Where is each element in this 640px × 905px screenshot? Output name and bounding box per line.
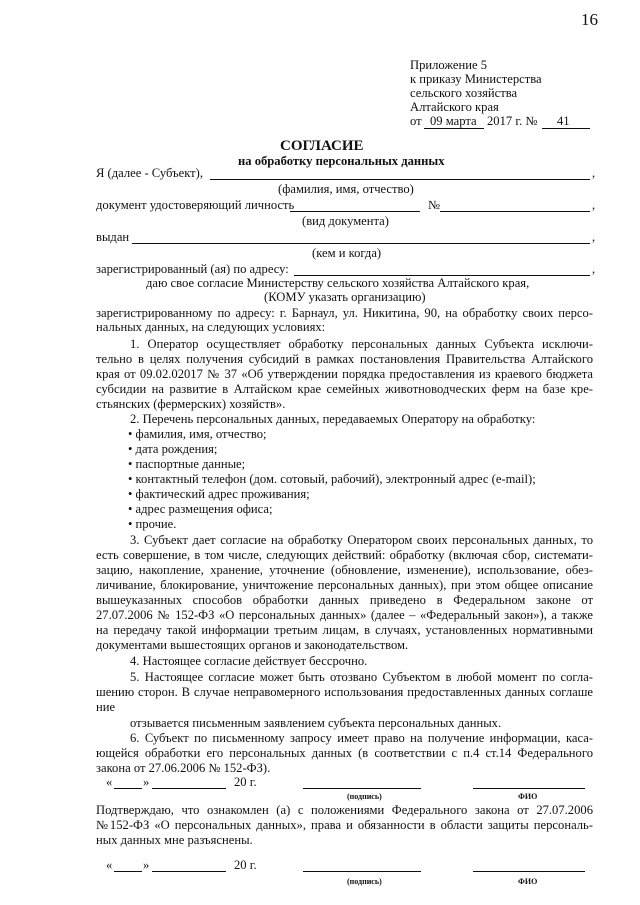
p3-line5: вышеуказанных способов обработки данных приведено в Федеральном законе от xyxy=(96,593,593,607)
appendix-date-line xyxy=(424,128,484,129)
confirm-line1: Подтверждаю, что ознакомлен (а) с положениями Федерального закона от 27.07.2006 xyxy=(96,803,593,817)
p3-line3: зацию, накопление, хранение, уточнение (обновление, изменение), использование, обез- xyxy=(96,563,593,577)
page-number: 16 xyxy=(581,10,598,29)
day-input-line[interactable] xyxy=(114,871,142,872)
appendix-line1: Приложение 5 xyxy=(410,58,488,72)
p5-line3: ние xyxy=(96,700,116,714)
list-item: • паспортные данные; xyxy=(128,457,246,471)
p1-line2: тельно в целях получения субсидий в рамках постановления Правительства Алтайского xyxy=(96,352,593,366)
comma: , xyxy=(592,262,596,276)
p1-line5: стьянских (фермерских) хозяйств». xyxy=(96,397,286,411)
list-item: • фактический адрес проживания; xyxy=(128,487,310,501)
p3-line6: 27.07.2006 № 152-ФЗ «О персональных данных» (далее – «Федеральный закон»), а также xyxy=(96,608,593,622)
year-label: 20 г. xyxy=(234,858,257,872)
doc-no-label: № xyxy=(428,198,441,212)
p4: 4. Настоящее согласие действует бессрочно. xyxy=(130,654,368,668)
doc-label: документ удостоверяющий личность xyxy=(96,198,295,212)
appendix-line3: сельского хозяйства xyxy=(410,86,518,100)
confirm-line2: №152-ФЗ «О персональных данных», права и обязанности в области защиты персональ- xyxy=(96,818,593,832)
quote-close: » xyxy=(143,775,150,789)
p3-line7: на передачу такой информации третьим лицам, в случаях, установленных нормативными xyxy=(96,623,593,637)
p1-line4: субсидии на развитие в Алтайском крае семейных животноводческих ферм на базе кре- xyxy=(96,382,593,396)
issued-label: выдан xyxy=(96,230,130,244)
confirm-line3: ных данных мне разъяснены. xyxy=(96,833,253,847)
month-input-line[interactable] xyxy=(152,788,226,789)
list-item: • контактный телефон (дом. сотовый, рабочий), электронный адрес (e-mail); xyxy=(128,472,536,486)
p3-line2: есть совершение, в том числе, следующих действий: обработку (включая сбор, системати- xyxy=(96,548,593,562)
subject-label: Я (далее - Субъект), xyxy=(96,166,204,180)
signature-input-line[interactable] xyxy=(303,788,421,789)
list-item: • адрес размещения офиса; xyxy=(128,502,273,516)
signature-input-line[interactable] xyxy=(303,871,421,872)
day-input-line[interactable] xyxy=(114,788,142,789)
month-input-line[interactable] xyxy=(152,871,226,872)
quote-close: » xyxy=(143,858,150,872)
comma: , xyxy=(592,230,596,244)
doc-hint: (вид документа) xyxy=(302,214,389,228)
p1-line3: края от 09.02.02017 № 37 «Об утверждении порядка предоставления из краевого бюджета xyxy=(96,367,593,381)
p5-line1: 5. Настоящее согласие может быть отозвано Субъектом в любой момент по согла- xyxy=(130,670,593,684)
list-item: • фамилия, имя, отчество; xyxy=(128,427,267,441)
p6-line3: закона от 27.06.2006 № 152-ФЗ). xyxy=(96,761,271,775)
p6-line2: ющейся обработки его персональных данных (в соответствии с п.4 ст.14 Федерального xyxy=(96,746,593,760)
fio-input-line[interactable] xyxy=(473,788,585,789)
p2: 2. Перечень персональных данных, передаваемых Оператору на обработку: xyxy=(130,412,536,426)
p0-line1: зарегистрированному по адресу: г. Барнаул, ул. Никитина, 90, на обработку своих персо- xyxy=(96,306,593,320)
address-label: зарегистрированный (ая) по адресу: xyxy=(96,262,289,276)
issued-input-line[interactable] xyxy=(132,243,590,244)
document-title: СОГЛАСИЕ xyxy=(280,138,364,154)
document-subtitle: на обработку персональных данных xyxy=(238,154,445,168)
appendix-date: 09 марта xyxy=(430,114,477,128)
appendix-number-line xyxy=(542,128,590,129)
fio-hint: ФИО xyxy=(518,877,538,886)
subject-input-line[interactable] xyxy=(210,179,590,180)
appendix-line4: Алтайского края xyxy=(410,100,499,114)
p0-line2: нальных данных, на следующих условиях: xyxy=(96,320,326,334)
doc-number-input-line[interactable] xyxy=(440,211,590,212)
p5-line2: шению сторон. В случае неправомерного использования предоставленных данных соглаше xyxy=(96,685,593,699)
issued-hint: (кем и когда) xyxy=(312,246,382,260)
doc-type-input-line[interactable] xyxy=(290,211,420,212)
p3-line4: личивание, блокирование, уничтожение персональных данных), при этом общее описание xyxy=(96,578,593,592)
p3-line1: 3. Субъект дает согласие на обработку Оператором своих персональных данных, то xyxy=(130,533,593,547)
list-item: • прочие. xyxy=(128,517,177,531)
signature-hint: (подпись) xyxy=(347,792,382,801)
signature-hint: (подпись) xyxy=(347,877,382,886)
subject-hint: (фамилия, имя, отчество) xyxy=(278,182,414,196)
appendix-year: 2017 г. № xyxy=(487,114,538,128)
comma: , xyxy=(592,198,596,212)
p1-line1: 1. Оператор осуществляет обработку персональных данных Субъекта исключи- xyxy=(130,337,593,351)
quote-open: « xyxy=(106,858,113,872)
quote-open: « xyxy=(106,775,113,789)
list-item: • дата рождения; xyxy=(128,442,218,456)
appendix-from: от xyxy=(410,114,422,128)
year-label: 20 г. xyxy=(234,775,257,789)
p3-line8: документами вышестоящих органов и законодательством. xyxy=(96,638,409,652)
appendix-line2: к приказу Министерства xyxy=(410,72,542,86)
fio-hint: ФИО xyxy=(518,792,538,801)
comma: , xyxy=(592,166,596,180)
appendix-number: 41 xyxy=(557,114,570,128)
consent-hint: (КОМУ указать организацию) xyxy=(264,290,426,304)
fio-input-line[interactable] xyxy=(473,871,585,872)
p5-line4: отзывается письменным заявлением субъекта персональных данных. xyxy=(130,716,502,730)
p6-line1: 6. Субъект по письменному запросу имеет право на получение информации, каса- xyxy=(130,731,593,745)
consent-line: даю свое согласие Министерству сельского хозяйства Алтайского края, xyxy=(146,276,530,290)
